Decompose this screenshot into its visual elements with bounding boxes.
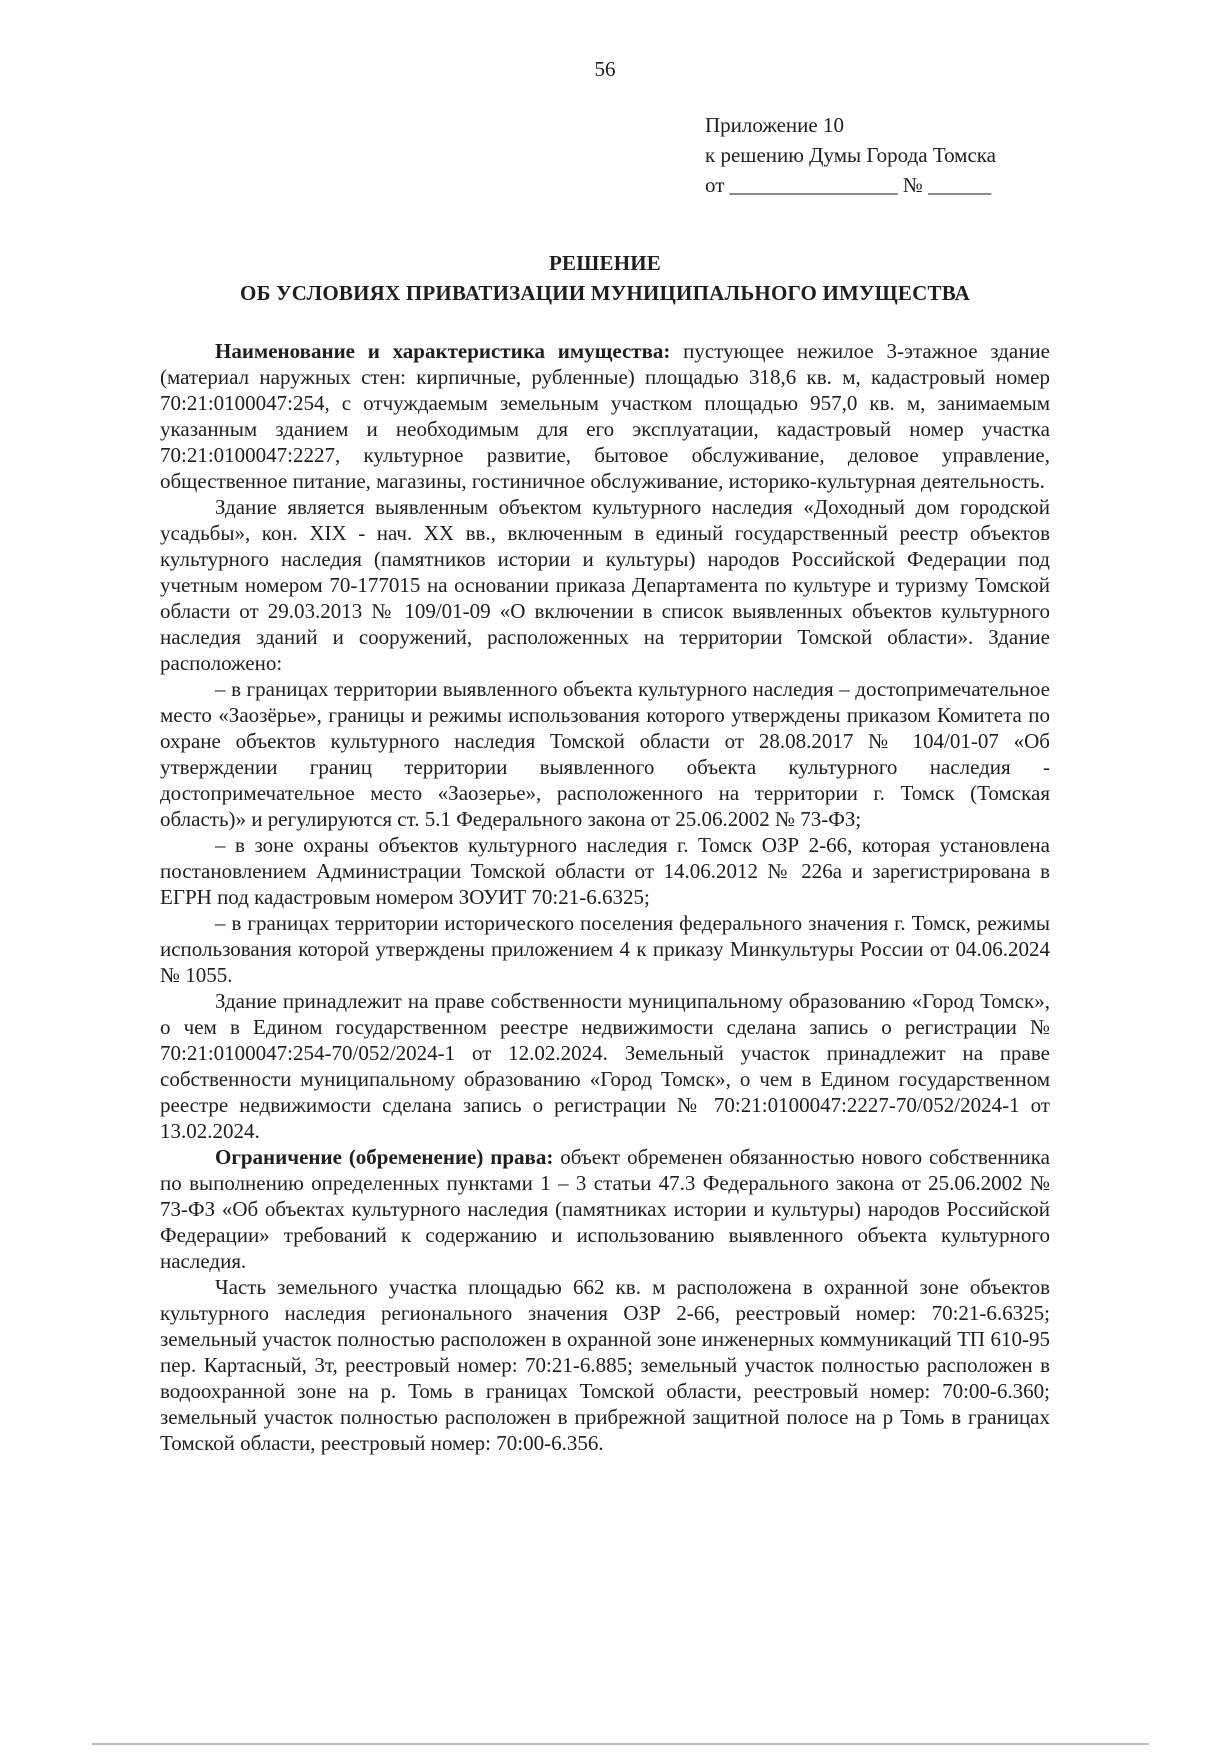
paragraph-property-description-lead: Наименование и характеристика имущества:: [215, 339, 671, 363]
paragraph-property-description-text: пустующее нежилое 3-этажное здание (материал наружных стен: кирпичные, рубленные) площадью 318,6 кв. м, кадастровый номер 70:21:0100047:254, с отчуждаемым земельным участком площадью 957,0 кв. м, занимаемым указанным зданием и необходимым для его эксплуатации, кадастровый номер участка 70:21:0100047:2227, культурное развитие, бытовое обслуживание, деловое управление, общественное питание, магазины, гостиничное обслуживание, историко-культурная деятельность.: [160, 339, 1050, 493]
paragraph-land-zones-text: Часть земельного участка площадью 662 кв. м расположена в охранной зоне объектов культурного наследия регионального значения ОЗР 2-66, реестровый номер: 70:21-6.6325; земельный участок полностью расположен в охранной зоне инженерных коммуникаций ТП 610-95 пер. Картасный, 3т, реестровый номер: 70:21-6.885; земельный участок полностью расположен в водоохранной зоне на р. Томь в границах Томской области, реестровый номер: 70:00-6.360; земельный участок полностью расположен в прибрежной защитной полосе на р Томь в границах Томской области, реестровый номер: 70:00-6.356.: [160, 1275, 1050, 1455]
document-title: [160, 248, 1050, 308]
paragraph-land-zones: [160, 1274, 1050, 1456]
paragraph-property-description: [160, 338, 1050, 494]
paragraph-location-historic-settlement: [160, 910, 1050, 988]
appendix-line-number: Приложение 10: [705, 113, 844, 137]
paragraph-location-protection-zone-text: – в зоне охраны объектов культурного наследия г. Томск ОЗР 2-66, которая установлена постановлением Администрации Томской области от 14.06.2012 № 226а и зарегистрирована в ЕГРН под кадастровым номером ЗОУИТ 70:21-6.6325;: [160, 833, 1050, 909]
paragraph-location-protection-zone: [160, 832, 1050, 910]
paragraph-encumbrance: [160, 1144, 1050, 1274]
scan-artifact-line: [92, 1743, 1149, 1745]
paragraph-encumbrance-text: объект обременен обязанностью нового собственника по выполнению определенных пунктами 1 – 3 статьи 47.3 Федерального закона от 25.06.2002 № 73-ФЗ «Об объектах культурного наследия (памятниках истории и культуры) народов Российской Федерации» требований к содержанию и использованию выявленного объекта культурного наследия.: [160, 1145, 1050, 1273]
paragraph-encumbrance-lead: Ограничение (обременение) права:: [215, 1145, 554, 1169]
paragraph-ownership-text: Здание принадлежит на праве собственности муниципальному образованию «Город Томск», о чем в Едином государственном реестре недвижимости сделана запись о регистрации № 70:21:0100047:254-70/052/2024-1 от 12.02.2024. Земельный участок принадлежит на праве собственности муниципальному образованию «Город Томск», о чем в Едином государственном реестре недвижимости сделана запись о регистрации № 70:21:0100047:2227-70/052/2024-1 от 13.02.2024.: [160, 989, 1050, 1143]
paragraph-heritage-object: [160, 494, 1050, 676]
page-number: 56: [594, 57, 616, 81]
paragraph-ownership: [160, 988, 1050, 1144]
appendix-block: [705, 110, 1050, 200]
appendix-line-date-number-blanks: от ________________ № ______: [705, 173, 992, 197]
paragraph-location-zaozerye-text: – в границах территории выявленного объекта культурного наследия – достопримечательное место «Заозёрье», границы и режимы использования которого утверждены приказом Комитета по охране объектов культурного наследия Томской области от 28.08.2017 № 104/01-07 «Об утверждении границ территории выявленного объекта культурного наследия - достопримечательное место «Заозерье», расположенного на территории г. Томск (Томская область)» и регулируются ст. 5.1 Федерального закона от 25.06.2002 № 73-ФЗ;: [160, 677, 1050, 831]
paragraph-location-historic-settlement-text: – в границах территории исторического поселения федерального значения г. Томск, режимы использования которой утверждены приложением 4 к приказу Минкультуры России от 04.06.2024 № 1055.: [160, 911, 1050, 987]
title-subject-line: ОБ УСЛОВИЯХ ПРИВАТИЗАЦИИ МУНИЦИПАЛЬНОГО ИМУЩЕСТВА: [240, 281, 970, 305]
appendix-line-authority: к решению Думы Города Томска: [705, 143, 996, 167]
paragraph-location-zaozerye: [160, 676, 1050, 832]
paragraph-heritage-object-text: Здание является выявленным объектом культурного наследия «Доходный дом городской усадьбы», кон. XIX - нач. XX вв., включенным в единый государственный реестр объектов культурного наследия (памятников истории и культуры) народов Российской Федерации под учетным номером 70-177015 на основании приказа Департамента по культуре и туризму Томской области от 29.03.2013 № 109/01-09 «О включении в список выявленных объектов культурного наследия зданий и сооружений, расположенных на территории Томской области». Здание расположено:: [160, 495, 1050, 675]
document-body: [160, 338, 1050, 1456]
title-word-decision: РЕШЕНИЕ: [549, 251, 661, 275]
